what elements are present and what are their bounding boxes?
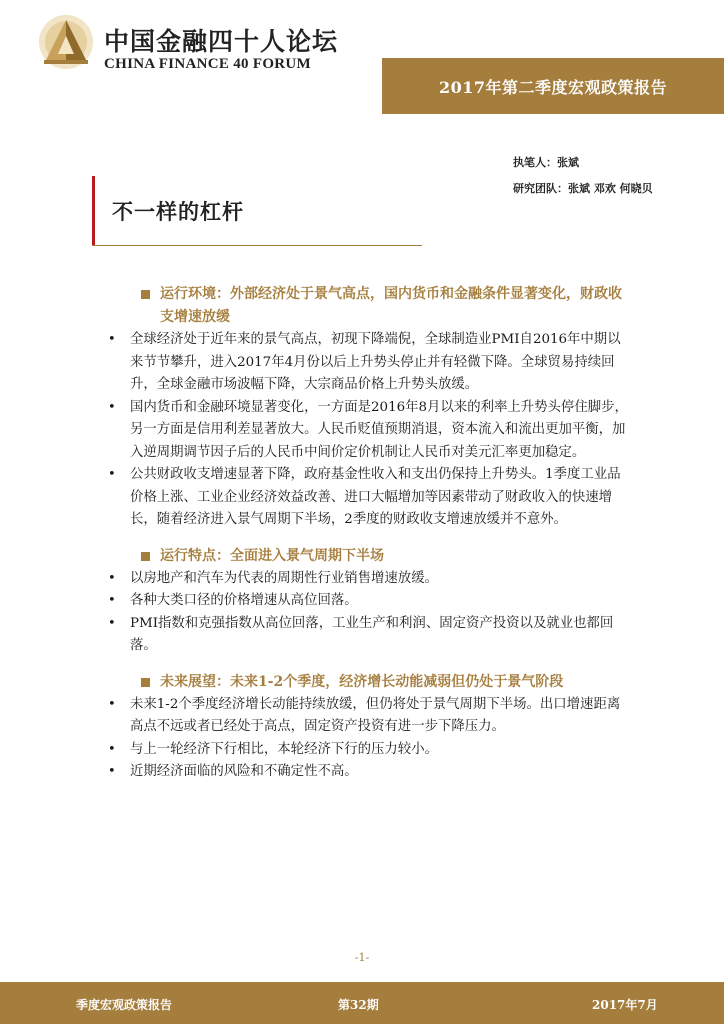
list-item: • 近期经济面临的风险和不确定性不高。: [108, 761, 628, 784]
bullet-dot-icon: •: [108, 570, 116, 586]
list-item: • 全球经济处于近年来的景气高点，初现下降端倪，全球制造业PMI自2016年中期以来节节攀升，进入2017年4月份以后上升势头停止并有轻微下降。全球贸易持续回升，全球金融市场波幅下降，大宗商品价格上升势头放缓。: [108, 329, 628, 397]
brand-name-cn: 中国金融四十人论坛: [104, 27, 339, 56]
square-bullet-icon: [141, 552, 150, 561]
footer-series: 季度宏观政策报告: [76, 998, 173, 1012]
list-item: • 与上一轮经济下行相比，本轮经济下行的压力较小。: [108, 739, 628, 762]
bullet-dot-icon: •: [108, 593, 116, 608]
page-title: 不一样的杠杆: [112, 200, 244, 224]
section-heading-features: 运行特点：全面进入景气周期下半场: [108, 545, 628, 568]
bullet-dot-icon: •: [108, 399, 116, 415]
author-block: [513, 154, 653, 206]
list-item: • 国内货币和金融环境显著变化，一方面是2016年8月以来的利率上升势头停住脚步，另一方面是信用利差显著放大。人民币贬值预期消退，资本流入和流出更加平衡，加入逆周期调节因子后的人民币中间价定价机制让人民币对美元汇率更加稳定。: [108, 397, 628, 465]
bullet-list-environment: [108, 329, 628, 532]
report-title-banner: 2017年第二季度宏观政策报告: [382, 58, 724, 114]
pyramid-logo-icon: [38, 14, 94, 70]
team-line: 研究团队：张斌 邓欢 何晓贝: [513, 182, 653, 195]
report-summary: [108, 283, 628, 784]
title-accent-bar: [92, 176, 95, 246]
footer-issue: 第32期: [338, 998, 379, 1012]
bullet-dot-icon: •: [108, 332, 116, 347]
square-bullet-icon: [141, 290, 150, 299]
footer-date: 2017年7月: [592, 998, 658, 1012]
bullet-dot-icon: •: [108, 741, 116, 757]
title-underline: [92, 245, 422, 246]
page-footer: [0, 982, 724, 1024]
brand-name-en: CHINA FINANCE 40 FORUM: [104, 56, 312, 72]
bullet-list-features: [108, 568, 628, 658]
list-item: • 以房地产和汽车为代表的周期性行业销售增速放缓。: [108, 568, 628, 591]
bullet-dot-icon: •: [108, 467, 116, 482]
bullet-list-outlook: [108, 694, 628, 784]
page-number: -1-: [354, 951, 370, 964]
writer-line: 执笔人：张斌: [513, 156, 579, 169]
section-heading-environment: 运行环境：外部经济处于景气高点，国内货币和金融条件显著变化，财政收支增速放缓: [108, 283, 628, 329]
bullet-dot-icon: •: [108, 696, 116, 712]
bullet-dot-icon: •: [108, 615, 116, 631]
bullet-dot-icon: •: [108, 764, 116, 779]
square-bullet-icon: [141, 678, 150, 687]
list-item: • 公共财政收支增速显著下降，政府基金性收入和支出仍保持上升势头。1季度工业品价格上涨、工业企业经济效益改善、进口大幅增加等因素带动了财政收入的快速增长，随着经济进入景气周期下半场，2季度的财政收支增速放缓并不意外。: [108, 464, 628, 532]
list-item: • 各种大类口径的价格增速从高位回落。: [108, 590, 628, 613]
section-heading-outlook: 未来展望：未来1-2个季度，经济增长动能减弱但仍处于景气阶段: [108, 671, 628, 694]
list-item: • PMI指数和克强指数从高位回落，工业生产和利润、固定资产投资以及就业也都回落。: [108, 613, 628, 658]
list-item: • 未来1-2个季度经济增长动能持续放缓，但仍将处于景气周期下半场。出口增速距离高点不远或者已经处于高点，固定资产投资有进一步下降压力。: [108, 694, 628, 739]
